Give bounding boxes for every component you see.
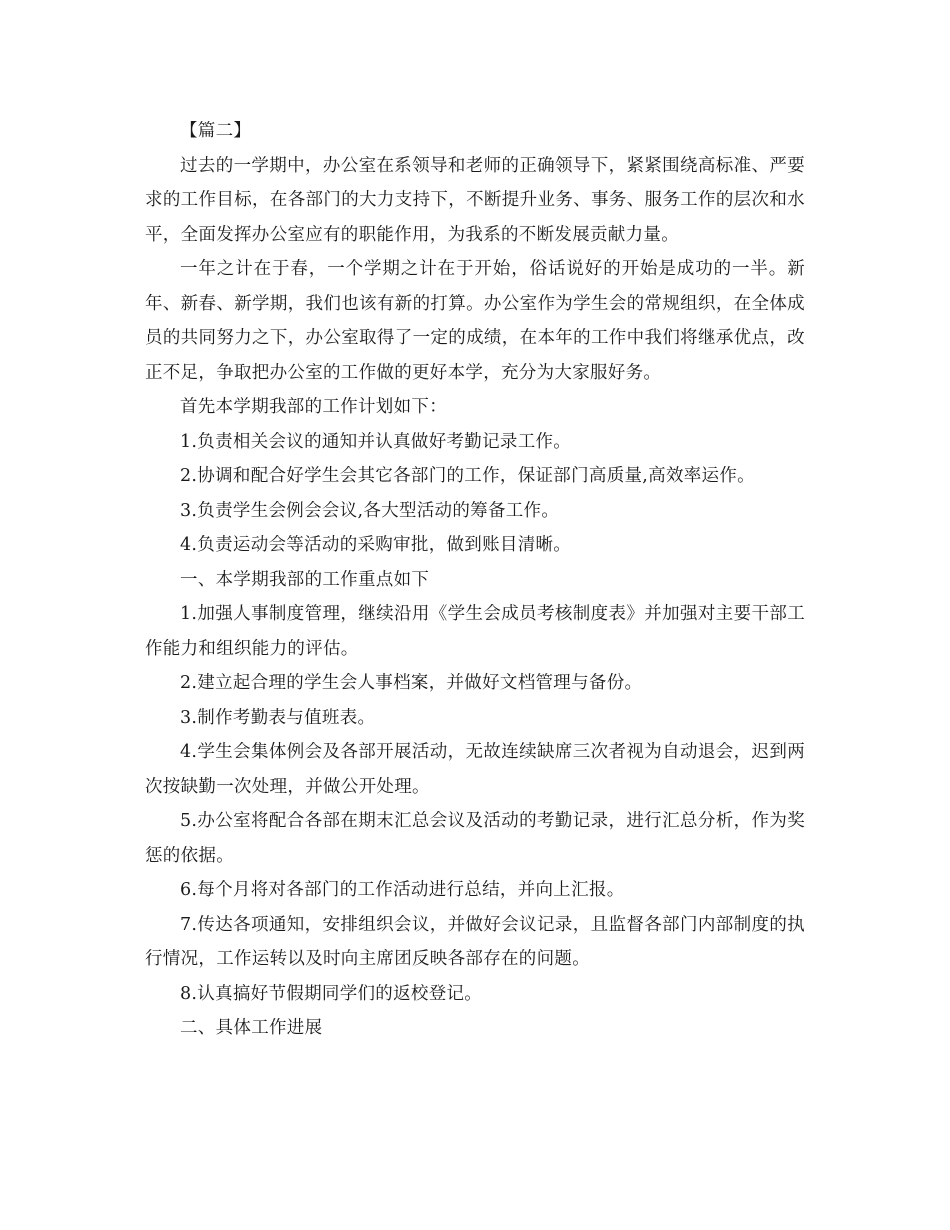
plan-item-1: 1.负责相关会议的通知并认真做好考勤记录工作。 <box>180 431 572 452</box>
progress-heading: 二、具体工作进展 <box>180 1018 323 1038</box>
focus-item-8: 8.认真搞好节假期同学们的返校登记。 <box>180 983 483 1004</box>
plan-item-4: 4.负责运动会等活动的采购审批，做到账目清晰。 <box>180 535 572 555</box>
plan-item-3: 3.负责学生会例会会议,各大型活动的筹备工作。 <box>180 500 560 521</box>
paragraph-plan-heading: 首先本学期我部的工作计划如下： <box>180 397 447 417</box>
focus-item-6: 6.每个月将对各部门的工作活动进行总结，并向上汇报。 <box>180 880 625 900</box>
plan-item-2: 2.协调和配合好学生会其它各部门的工作，保证部门高质量,高效率运作。 <box>180 466 755 486</box>
focus-item-3: 3.制作考勤表与值班表。 <box>180 707 376 728</box>
focus-heading: 一、本学期我部的工作重点如下 <box>180 569 430 590</box>
document-body <box>145 114 805 1046</box>
focus-item-7: 7.传达各项通知，安排组织会议，并做好会议记录，且监督各部门内部制度的执行情况，工作运转以及时向主席团反映各部存在的问题。 <box>145 914 805 969</box>
focus-item-2: 2.建立起合理的学生会人事档案，并做好文档管理与备份。 <box>180 673 643 693</box>
focus-item-5: 5.办公室将配合各部在期末汇总会议及活动的考勤记录，进行汇总分析，作为奖惩的依据。 <box>145 811 805 866</box>
paragraph-new-semester: 一年之计在于春，一个学期之计在于开始，俗话说好的开始是成功的一半。新年、新春、新学期，我们也该有新的打算。办公室作为学生会的常规组织，在全体成员的共同努力之下，办公室取得了一定的成绩，在本年的工作中我们将继承优点，改正不足，争取把办公室的工作做的更好本学，充分为大家服好务。 <box>145 259 805 383</box>
section-heading: 【篇二】 <box>180 121 252 141</box>
focus-item-1: 1.加强人事制度管理，继续沿用《学生会成员考核制度表》并加强对主要干部工作能力和组织能力的评估。 <box>145 604 805 659</box>
focus-item-4: 4.学生会集体例会及各部开展活动，无故连续缺席三次者视为自动退会，迟到两次按缺勤一次处理，并做公开处理。 <box>145 742 805 797</box>
paragraph-intro: 过去的一学期中，办公室在系领导和老师的正确领导下，紧紧围绕高标准、严要求的工作目标，在各部门的大力支持下，不断提升业务、事务、服务工作的层次和水平，全面发挥办公室应有的职能作用，为我系的不断发展贡献力量。 <box>145 155 805 245</box>
